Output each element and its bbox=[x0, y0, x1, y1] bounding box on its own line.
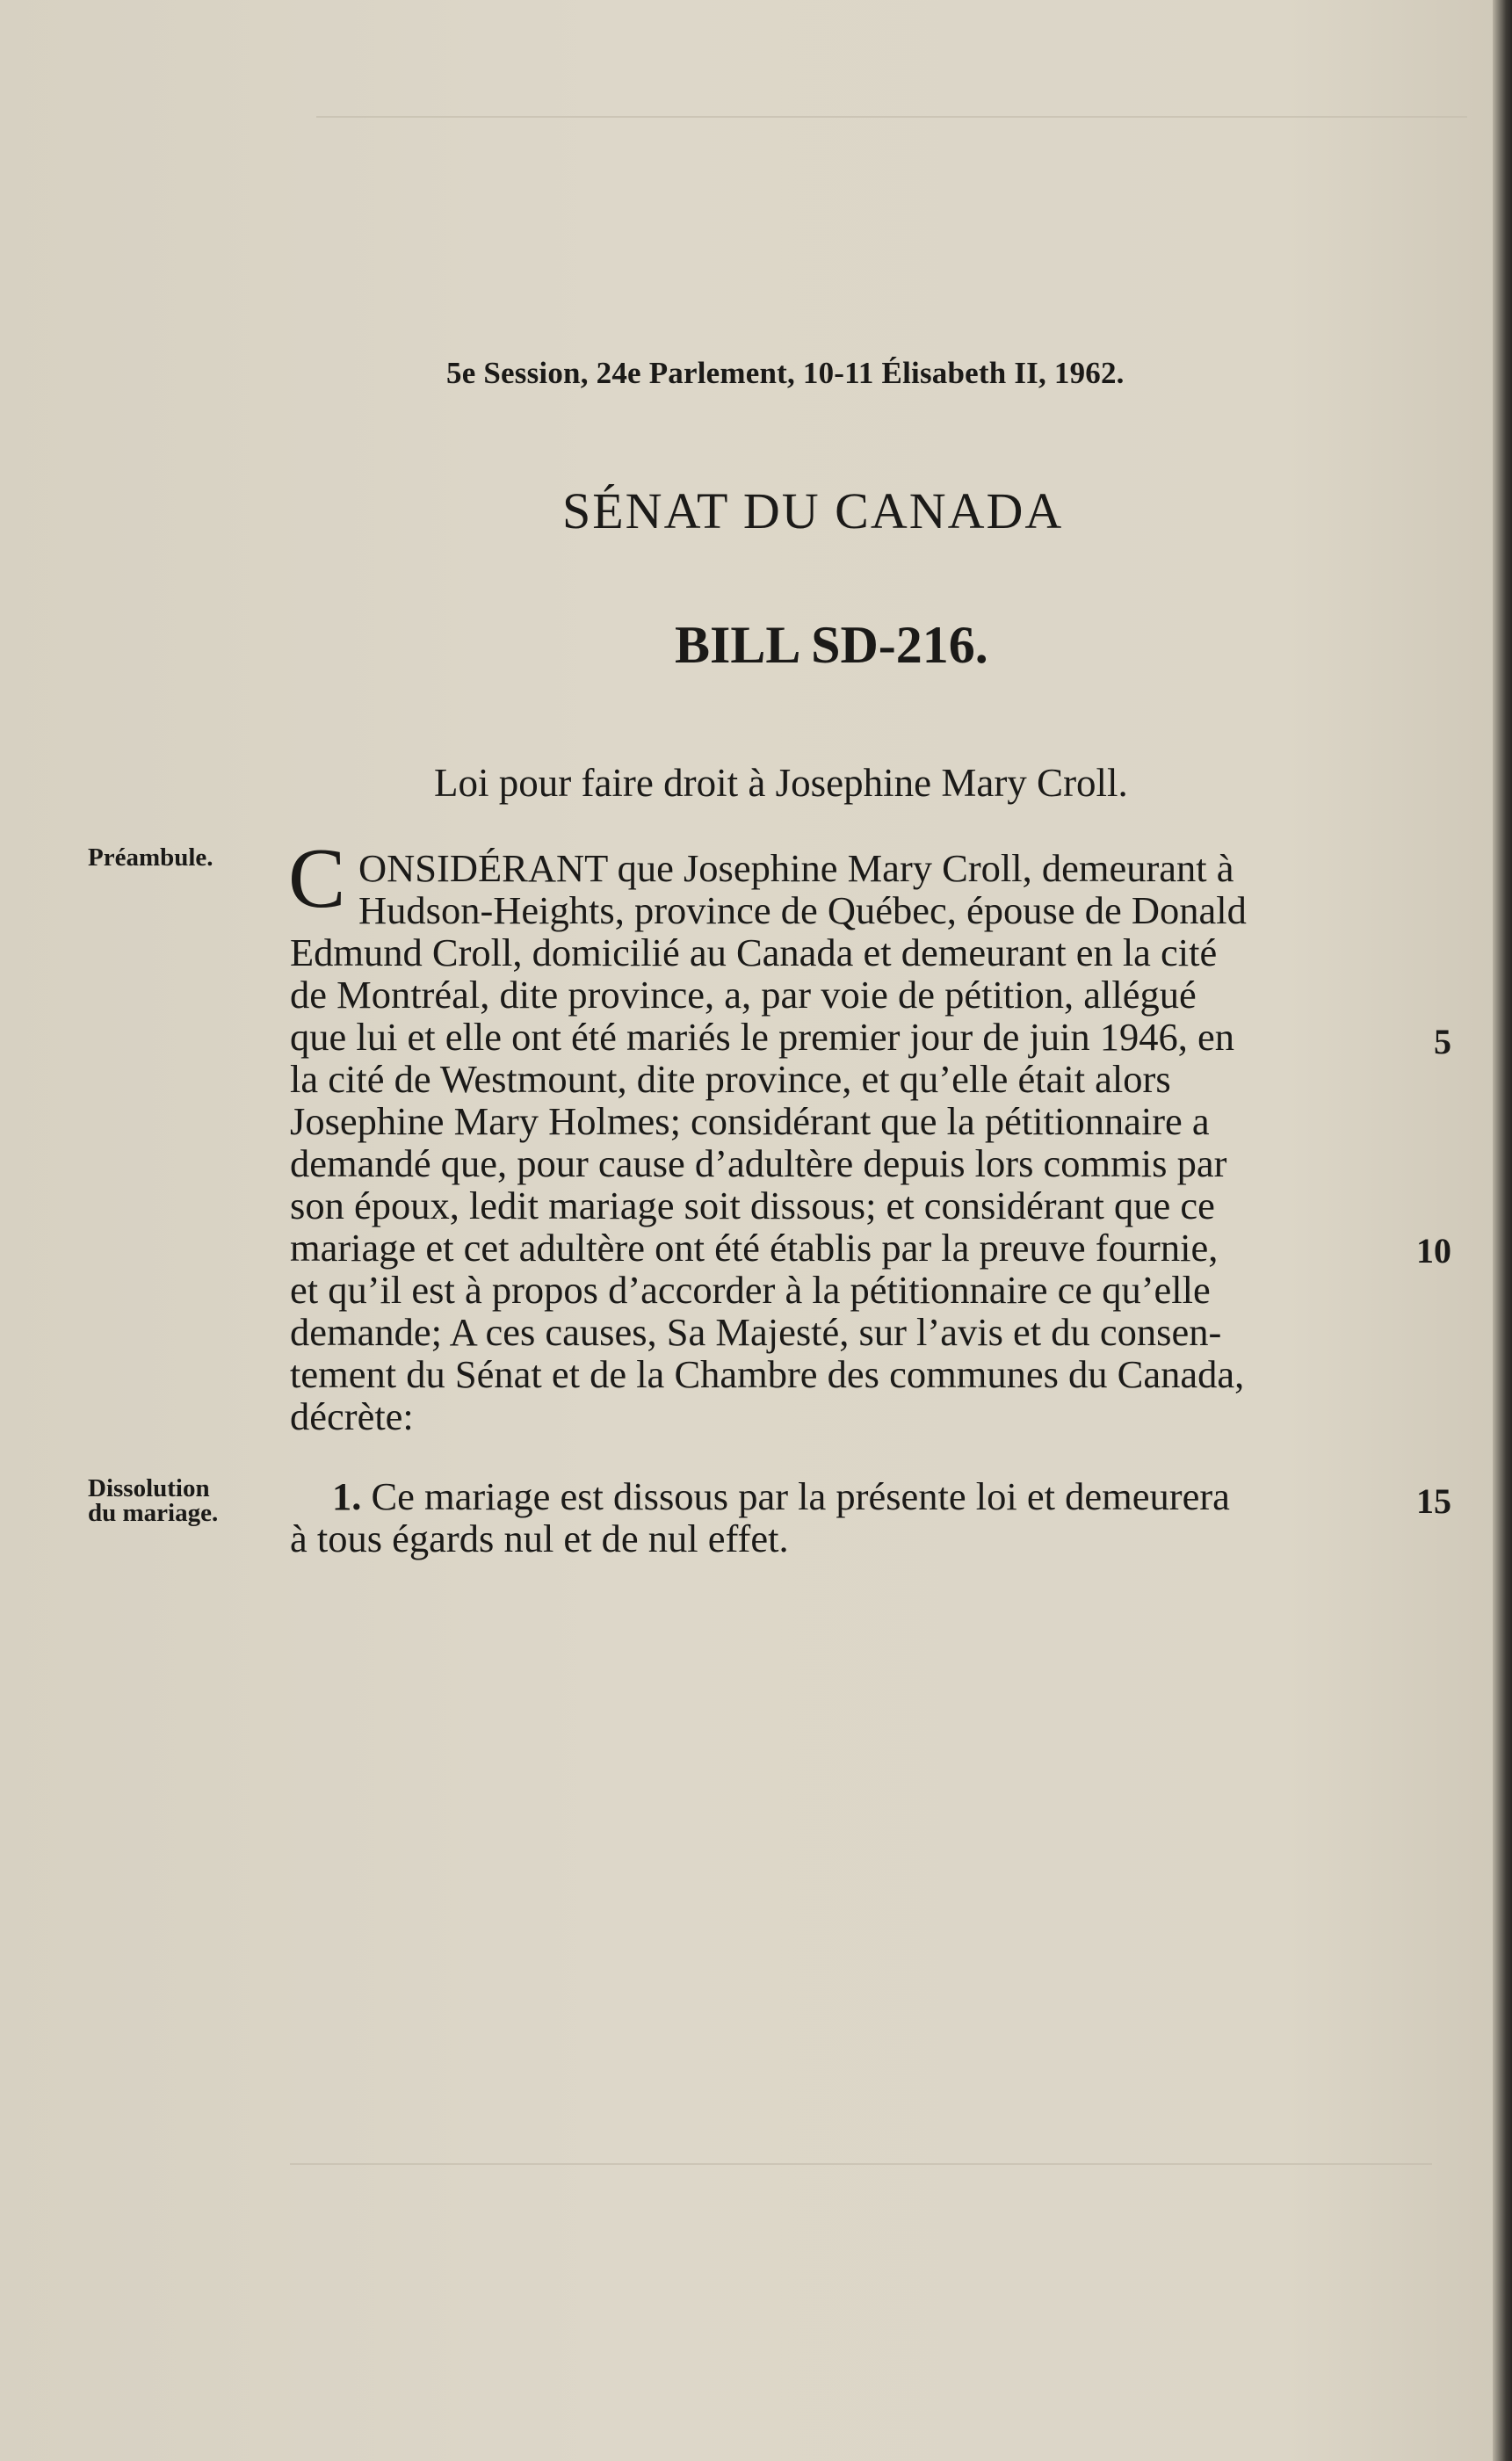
preamble-line: décrète: bbox=[290, 1394, 414, 1438]
preamble-line: que lui et elle ont été mariés le premier jour de juin 1946, en bbox=[290, 1015, 1235, 1059]
preamble-line: et qu’il est à propos d’accorder à la pétitionnaire ce qu’elle bbox=[290, 1268, 1211, 1312]
preamble-line: Josephine Mary Holmes; considérant que la pétitionnaire a bbox=[290, 1099, 1210, 1143]
preamble-line: Hudson-Heights, province de Québec, épouse de Donald bbox=[358, 888, 1247, 932]
preamble-line: Edmund Croll, domicilié au Canada et demeurant en la cité bbox=[290, 930, 1218, 974]
preamble-line: son époux, ledit mariage soit dissous; et considérant que ce bbox=[290, 1183, 1215, 1227]
margin-note-dissolution bbox=[88, 1476, 264, 1525]
section-1-line bbox=[332, 1476, 1439, 1517]
margin-note-dissolution-line: du mariage. bbox=[88, 1499, 219, 1527]
bill-short-title: Loi pour faire droit à Josephine Mary Croll. bbox=[434, 761, 1128, 805]
preamble-line: la cité de Westmount, dite province, et qu’elle était alors bbox=[290, 1057, 1171, 1101]
preamble-line: demandé que, pour cause d’adultère depuis lors commis par bbox=[290, 1141, 1227, 1185]
margin-note-dissolution-line: Dissolution bbox=[88, 1474, 210, 1502]
drop-cap: C bbox=[288, 831, 346, 926]
bleed-through-rule bbox=[290, 2163, 1432, 2165]
line-number: 5 bbox=[1434, 1022, 1451, 1061]
margin-note-preamble: Préambule. bbox=[88, 843, 213, 872]
bill-number: BILL SD-216. bbox=[675, 616, 988, 674]
line-number: 15 bbox=[1416, 1481, 1451, 1521]
page-edge-shadow bbox=[1493, 0, 1512, 2461]
chamber-title: SÉNAT DU CANADA bbox=[562, 482, 1064, 539]
preamble-line: ONSIDÉRANT que Josephine Mary Croll, demeurant à bbox=[358, 846, 1234, 890]
line-number: 10 bbox=[1416, 1231, 1451, 1270]
section-1-line: à tous égards nul et de nul effet. bbox=[290, 1516, 789, 1560]
preamble-line: demande; A ces causes, Sa Majesté, sur l’avis et du consen- bbox=[290, 1310, 1222, 1354]
preamble-line: tement du Sénat et de la Chambre des communes du Canada, bbox=[290, 1352, 1245, 1396]
preamble-line: mariage et cet adultère ont été établis par la preuve fournie, bbox=[290, 1226, 1219, 1270]
bleed-through-rule bbox=[316, 116, 1467, 118]
section-number: 1. bbox=[332, 1474, 362, 1518]
session-line: 5e Session, 24e Parlement, 10-11 Élisabeth II, 1962. bbox=[446, 356, 1125, 390]
section-1-text: Ce mariage est dissous par la présente loi et demeurera bbox=[371, 1474, 1230, 1518]
preamble-line: de Montréal, dite province, a, par voie de pétition, allégué bbox=[290, 973, 1197, 1017]
